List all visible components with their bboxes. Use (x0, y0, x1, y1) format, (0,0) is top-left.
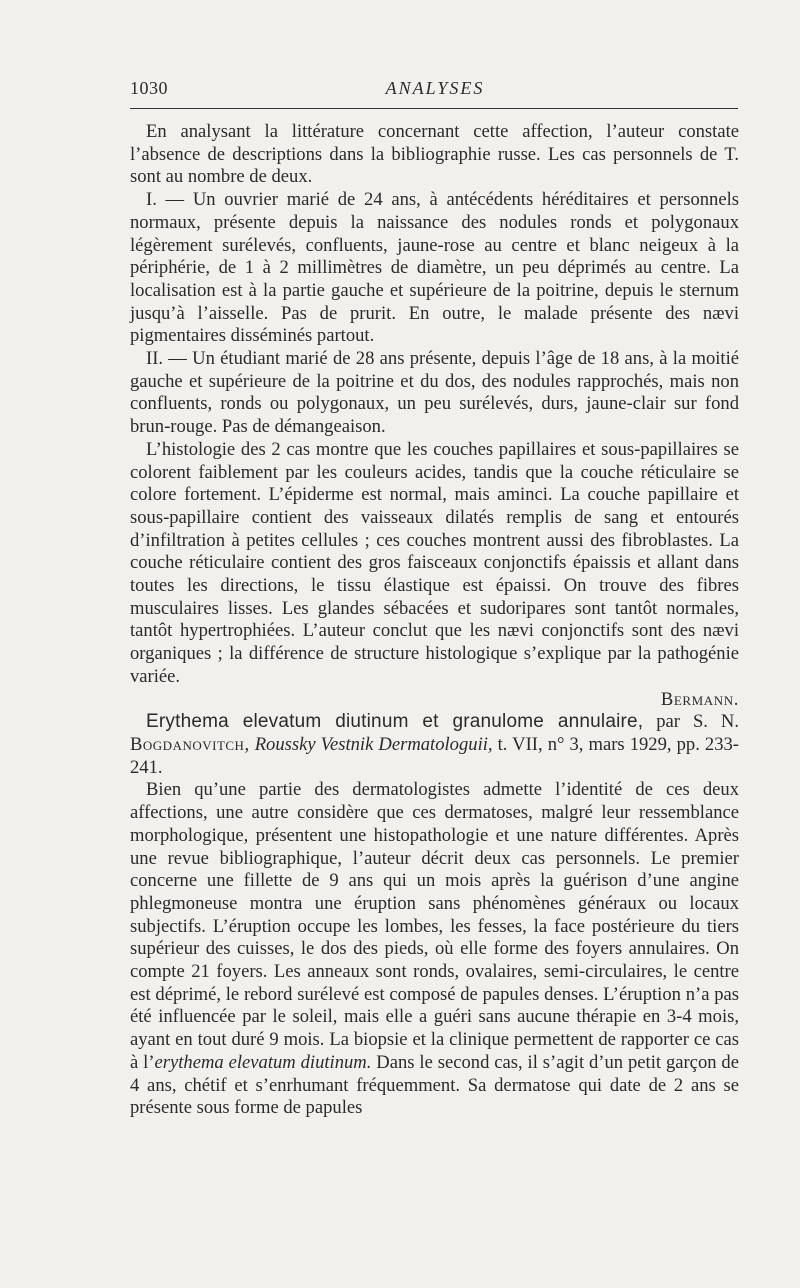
running-header (130, 78, 740, 104)
byline-prefix: par S. N. (656, 711, 739, 733)
article-heading (130, 711, 739, 779)
paragraph: En analysant la littérature concernant cette affection, l’auteur constate l’absence de descriptions dans la bibliographie russe. Les cas personnels de T. sont au nombre de deux. (130, 121, 739, 188)
paragraph (130, 779, 739, 1120)
header-rule (130, 108, 738, 109)
page-body (130, 121, 739, 1120)
paragraph: II. — Un étudiant marié de 28 ans présente, depuis l’âge de 18 ans, à la moitié gauche et supérieure de la poitrine et du dos, des nodules rapprochés, mais non confluents, ronds ou polygonaux, un peu surélevés, durs, jaune-clair sur fond brun-rouge. Pas de démangeaison. (130, 348, 739, 438)
article-title: Erythema elevatum diutinum et granulome annulaire, (146, 711, 644, 733)
author-signature: Bermann. (660, 688, 739, 710)
journal-name: Roussky Vestnik Dermatologuii, (254, 733, 493, 755)
paragraph: L’histologie des 2 cas montre que les couches papillaires et sous-papillaires se colorent faiblement par les couleurs acides, tandis que la couche réticulaire se colore fortement. L’épiderme est normal, mais aminci. La couche papillaire et sous-papillaire contient des vaisseaux dilatés remplis de sang et entourés d’infiltration à petites cellules ; ces couches montrent aussi des fibroblastes. La couche réticulaire contient des gros faisceaux conjonctifs épaissis et allant dans toutes les directions, le tissu élastique est épaissi. On trouve des fibres musculaires lisses. Les glandes sébacées et sudoripares sont tantôt normales, tantôt hypertrophiées. L’auteur conclut que les nævi conjonctifs sont des nævi organiques ; la différence de structure histologique s’explique par la pathogénie variée. (130, 438, 739, 687)
citation-details: t. VII, n° 3, mars 1929, pp. 233-241. (130, 733, 740, 778)
paragraph: I. — Un ouvrier marié de 24 ans, à antécédents héréditaires et personnels normaux, présente depuis la naissance des nodules ronds et polygonaux légèrement surélevés, confluents, jaune-rose au centre et blanc neigeux à la périphérie, de 1 à 2 millimètres de diamètre, un peu déprimés au centre. La localisation est à la partie gauche et supérieure de la poitrine, depuis le sternum jusqu’à l’aisselle. Pas de prurit. En outre, le malade présente des nævi pigmentaires disséminés partout. (130, 189, 739, 347)
paragraph-italic-term: erythema elevatum diutinum. (154, 1051, 372, 1073)
article-author: Bogdanovitch, (130, 733, 250, 755)
paragraph-text: Dans le second cas, il s’agit d’un petit garçon de 4 ans, chétif et s’enrhumant fréquemment. Sa dermatose qui date de 2 ans se présente sous forme de papules (130, 1051, 739, 1119)
page-number: 1030 (130, 78, 168, 98)
running-title: ANALYSES (385, 78, 485, 98)
paragraph-text: Bien qu’une partie des dermatologistes admette l’identité de ces deux affections, une autre considère que ces dermatoses, malgré leur ressemblance morphologique, présentent une histopathologie et une nature différentes. Après une revue bibliographique, l’auteur décrit deux cas personnels. Le premier concerne une fillette de 9 ans qui un mois après la guérison d’une angine phlegmoneuse montra une éruption sans phénomènes généraux ou locaux subjectifs. L’éruption occupe les lombes, les fesses, la face postérieure du tiers supérieur des cuisses, le dos des pieds, où elle forme des foyers annulaires. On compte 21 foyers. Les anneaux sont ronds, ovalaires, semi-circulaires, le centre est déprimé, le rebord surélevé est composé de papules denses. L’éruption n’a pas été influencée par le soleil, mais elle a guéri sans aucune thérapie en 3-4 mois, ayant en tout duré 9 mois. La biopsie et la clinique permettent de rapporter ce cas à l’ (130, 779, 739, 1073)
